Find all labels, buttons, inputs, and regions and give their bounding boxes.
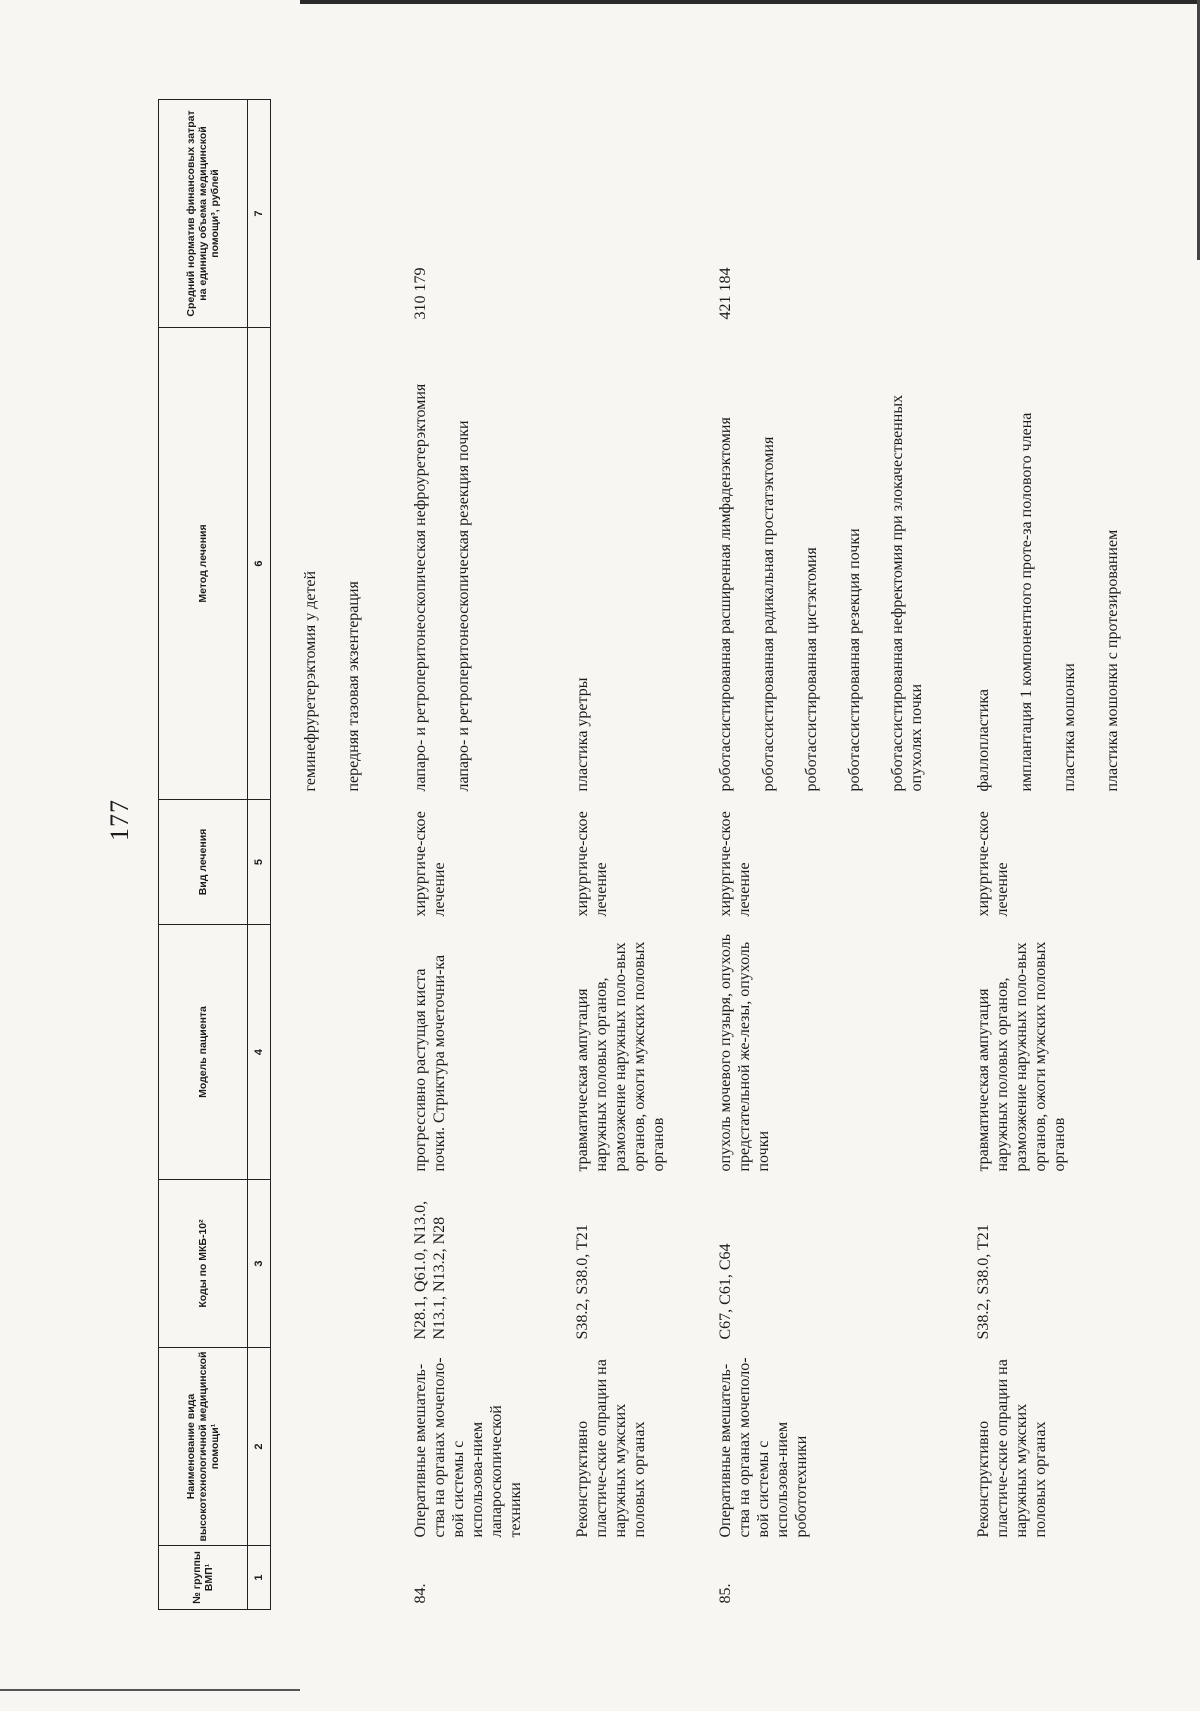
header-vmp-name: Наименование вида высокотехнологичной медицинской помощи¹ xyxy=(159,1348,248,1546)
table-row xyxy=(974,100,1122,1610)
patient-model: опухоль мочевого пузыря, опухоль предстательной же-лезы, опухоль почки xyxy=(717,933,772,1172)
vmp-name: Оперативные вмешатель-ства на органах мочеполо-вой системы с использова-нием робототехники xyxy=(717,1357,810,1538)
icd-codes: C67, C61, C64 xyxy=(717,1243,734,1340)
treatment-type: хирургиче-ское лечение xyxy=(975,811,1011,917)
icd-codes: S38.2, S38.0, T21 xyxy=(574,1224,591,1340)
icd-codes: S38.2, S38.0, T21 xyxy=(975,1224,992,1340)
header-group-number: № группы ВМП¹ xyxy=(159,1546,248,1610)
group-number: 84. xyxy=(412,1583,429,1604)
table-row xyxy=(573,100,668,1610)
method-item: пластика мошонки с протезированием xyxy=(1104,529,1121,792)
method-item: фаллопластика xyxy=(975,688,992,792)
method-item: роботассистированная нефректомия при злокачественных опухолях почки xyxy=(889,394,925,792)
method-item: имплантация 1 компонентного проте-за полового члена xyxy=(1018,412,1035,792)
method-item: роботассистированная цистэктомия xyxy=(803,547,820,792)
column-number: 6 xyxy=(248,328,271,800)
column-number: 2 xyxy=(248,1348,271,1546)
header-patient-model: Модель пациента xyxy=(159,925,248,1180)
vmp-name: Реконструктивно пластиче-ские опрации на наружных мужских половых органах xyxy=(574,1359,648,1538)
table-row xyxy=(411,100,525,1610)
method-item: роботассистированная расширенная лимфаденэктомия xyxy=(717,417,734,792)
method-item: лапаро- и ретроперитонеоскопическая нефроуретерэктомия xyxy=(412,383,429,792)
method-item: лапаро- и ретроперитонеоскопическая резекция почки xyxy=(455,420,472,792)
page-number: 177 xyxy=(105,799,134,841)
table-row xyxy=(716,100,926,1610)
method-list xyxy=(974,328,1122,800)
cost-value: 310 179 xyxy=(412,267,429,320)
scan-edge-top xyxy=(300,0,1200,4)
header-row xyxy=(159,100,248,1610)
rotated-page xyxy=(158,100,1121,1610)
method-list xyxy=(411,328,525,800)
column-number-row xyxy=(248,100,271,1610)
method-item: роботассистированная резекция почки xyxy=(846,528,863,792)
column-number: 1 xyxy=(248,1546,271,1610)
icd-codes: N28.1, Q61.0, N13.0, N13.1, N13.2, N28 xyxy=(412,1200,448,1340)
method-list xyxy=(573,328,668,800)
group-number: 85. xyxy=(717,1583,734,1604)
column-number: 4 xyxy=(248,925,271,1180)
method-item: геминефруретерэктомия у детей xyxy=(302,570,319,792)
treatment-type: хирургиче-ское лечение xyxy=(574,811,610,917)
patient-model: травматическая ампутация наружных половых органов, размозжение наружных поло-вых органов, ожоги мужских половых органов xyxy=(975,941,1068,1172)
vmp-table xyxy=(158,99,1122,1610)
header-icd-codes: Коды по МКБ-10² xyxy=(159,1180,248,1348)
treatment-type: хирургиче-ское лечение xyxy=(717,811,753,917)
cost-value: 421 184 xyxy=(717,267,734,320)
method-list xyxy=(301,328,363,800)
table-row-carryover xyxy=(301,100,363,1610)
patient-model: травматическая ампутация наружных половых органов, размозжение наружных поло-вых органов, ожоги мужских половых органов xyxy=(574,941,667,1172)
header-treatment-type: Вид лечения xyxy=(159,800,248,925)
column-number: 3 xyxy=(248,1180,271,1348)
vmp-name: Оперативные вмешатель-ства на органах мочеполо-вой системы с использова-нием лапароскопической техники xyxy=(412,1357,524,1538)
method-item: роботассистированная радикальная простатэктомия xyxy=(760,436,777,792)
method-list xyxy=(716,328,926,800)
method-item: пластика мошонки xyxy=(1061,663,1078,792)
column-number: 5 xyxy=(248,800,271,925)
method-item: пластика уретры xyxy=(574,677,591,792)
treatment-type: хирургиче-ское лечение xyxy=(412,811,448,917)
header-treatment-method: Метод лечения xyxy=(159,328,248,800)
header-cost-standard: Средний норматив финансовых затрат на единицу объема медицинской помощи³, рублей xyxy=(159,100,248,328)
column-number: 7 xyxy=(248,100,271,328)
vmp-name: Реконструктивно пластиче-ские опрации на наружных мужских половых органах xyxy=(975,1359,1049,1538)
scan-edge-bottom xyxy=(0,1689,300,1691)
patient-model: прогрессивно растущая киста почки. Стриктура мочеточни-ка xyxy=(412,954,448,1172)
method-item: передняя тазовая экзентерация xyxy=(345,581,362,792)
